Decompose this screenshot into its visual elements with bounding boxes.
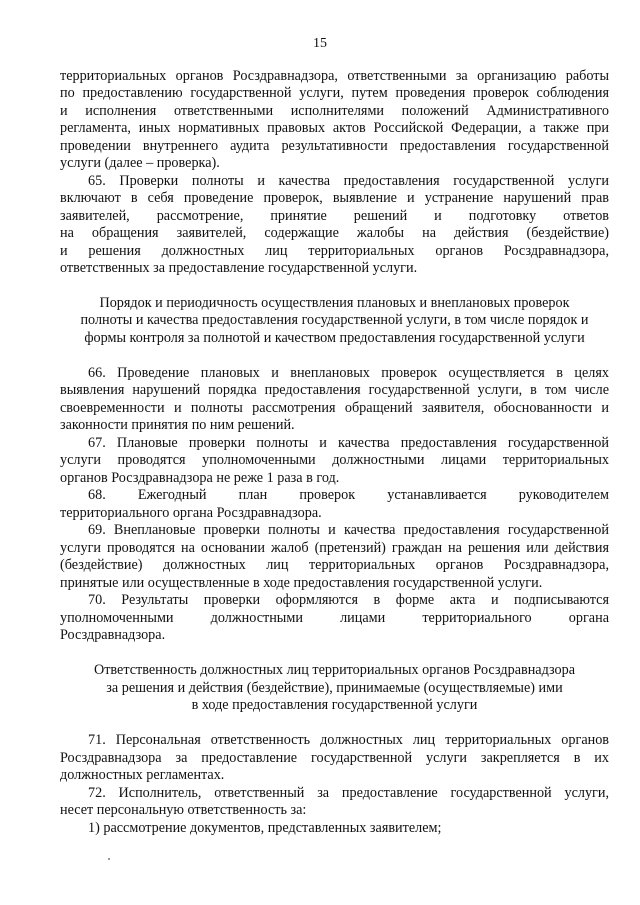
- paragraph-66-line: законности принятия по ним решений.: [60, 417, 295, 433]
- text-line: проведении внутреннего аудита результативности предоставления государственной: [60, 138, 609, 154]
- paragraph-65-line: заявителей, рассмотрение, принятие решений и подготовку ответов: [60, 208, 609, 224]
- paragraph-72-line: 72. Исполнитель, ответственный за предоставление государственной услуги,: [88, 785, 609, 801]
- paragraph-65-line: включают в себя проведение проверок, выявление и устранение нарушений прав: [60, 190, 609, 206]
- paragraph-71-line: 71. Персональная ответственность должностных лиц территориальных органов: [88, 732, 609, 748]
- paragraph-65-line: на обращения заявителей, содержащие жалобы на действия (бездействие): [60, 225, 609, 241]
- paragraph-65-line: 65. Проверки полноты и качества предоставления государственной услуги: [88, 173, 609, 189]
- section-heading-line: полноты и качества предоставления государственной услуги, в том числе порядок и: [80, 312, 589, 328]
- scan-speck: [108, 858, 110, 860]
- paragraph-67-line: услуги проводятся уполномоченными должностными лицами территориальных: [60, 452, 609, 468]
- paragraph-66-line: выявления нарушений порядка предоставления государственной услуги, в том числе: [60, 382, 609, 398]
- paragraph-65-line: и решения должностных лиц территориальных органов Росздравнадзора,: [60, 243, 609, 259]
- paragraph-69-line: принятые или осуществленные в ходе предоставления государственной услуги.: [60, 575, 543, 591]
- text-line: по предоставлению государственной услуги, путем проведения проверок соблюдения: [60, 85, 609, 101]
- text-line: регламента, иных нормативных правовых актов Российской Федерации, а также при: [60, 120, 609, 136]
- paragraph-67-line: 67. Плановые проверки полноты и качества предоставления государственной: [88, 435, 609, 451]
- paragraph-71-line: Росздравнадзора за предоставление государственной услуги закрепляется в их: [60, 750, 609, 766]
- paragraph-70-line: Росздравнадзора.: [60, 627, 166, 643]
- paragraph-65-line: ответственных за предоставление государственной услуги.: [60, 260, 418, 276]
- section-heading-line: Порядок и периодичность осуществления плановых и внеплановых проверок: [99, 295, 570, 311]
- paragraph-67-line: органов Росздравнадзора не реже 1 раза в год.: [60, 470, 340, 486]
- paragraph-68-line: территориального органа Росздравнадзора.: [60, 505, 322, 521]
- section-heading-line: в ходе предоставления государственной услуги: [191, 697, 478, 713]
- paragraph-69-line: 69. Внеплановые проверки полноты и качества предоставления государственной: [88, 522, 609, 538]
- text-line: и исполнения ответственными исполнителями положений Административного: [60, 103, 609, 119]
- paragraph-69-line: услуги проводятся на основании жалоб (претензий) граждан на решения или действия: [60, 540, 609, 556]
- section-heading-line: формы контроля за полнотой и качеством предоставления государственной услуги: [84, 330, 585, 346]
- paragraph-68-line: 68. Ежегодный план проверок устанавливается руководителем: [88, 487, 609, 503]
- paragraph-66-line: 66. Проведение плановых и внеплановых проверок осуществляется в целях: [88, 365, 609, 381]
- list-item-line: 1) рассмотрение документов, представленных заявителем;: [88, 820, 442, 836]
- paragraph-70-line: уполномоченными должностными лицами территориального органа: [60, 610, 609, 626]
- section-heading-line: Ответственность должностных лиц территориальных органов Росздравнадзора: [93, 662, 576, 678]
- paragraph-69-line: (бездействие) должностных лиц территориальных органов Росздравнадзора,: [60, 557, 609, 573]
- paragraph-72-line: несет персональную ответственность за:: [60, 802, 307, 818]
- page-number: 15: [313, 36, 327, 51]
- section-heading-line: за решения и действия (бездействие), принимаемые (осуществляемые) ими: [106, 680, 563, 696]
- text-line: услуги (далее – проверка).: [60, 155, 220, 171]
- text-line: территориальных органов Росздравнадзора, ответственными за организацию работы: [60, 68, 609, 84]
- paragraph-66-line: своевременности и полноты рассмотрения обращений заявителя, обоснованности и: [60, 400, 609, 416]
- paragraph-71-line: должностных регламентах.: [60, 767, 225, 783]
- paragraph-70-line: 70. Результаты проверки оформляются в форме акта и подписываются: [88, 592, 609, 608]
